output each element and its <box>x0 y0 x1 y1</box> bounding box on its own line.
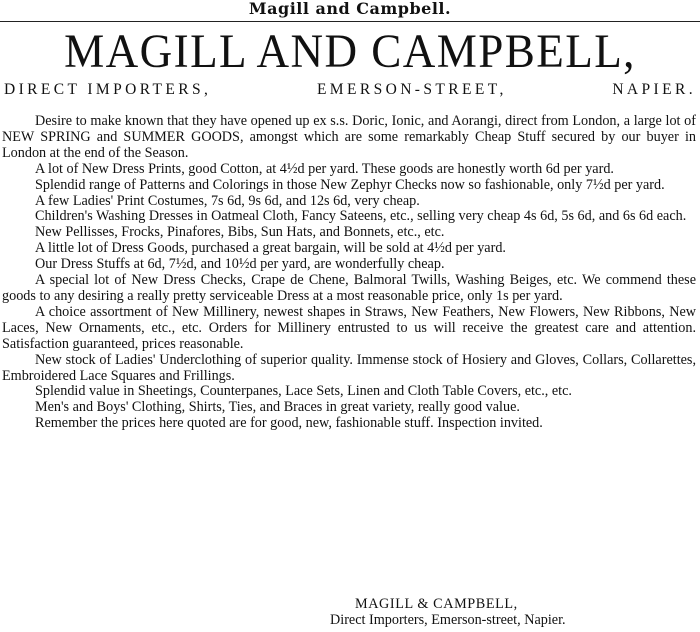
paragraph-dress-checks: A special lot of New Dress Checks, Crape de Chene, Balmoral Twills, Washing Beiges, etc. We commend these goods to any desiring a really pretty serviceable Dress at a most reasonable price, only 1s per yard. <box>2 272 696 304</box>
paragraph-closing: Remember the prices here quoted are for good, new, fashionable stuff. Inspection invited. <box>35 415 543 432</box>
paragraph-intro: Desire to make known that they have opened up ex s.s. Doric, Ionic, and Aorangi, direct from London, a large lot of NEW SPRING and SUMMER GOODS, amongst which are some remarkably Cheap Stuff secured by our buyer in London at the end of the Season. <box>2 113 696 161</box>
paragraph-underclothing: New stock of Ladies' Underclothing of superior quality. Immense stock of Hosiery and Gloves, Collars, Collarettes, Embroidered Lace Squares and Frillings. <box>2 351 696 384</box>
ad-headline: MAGILL AND CAMPBELL, <box>64 25 636 78</box>
ad-body <box>2 114 696 432</box>
masthead-rule <box>0 21 700 22</box>
paragraph-clothing: Men's and Boys' Clothing, Shirts, Ties, and Braces in great variety, really good value. <box>35 399 520 416</box>
paragraph-print-costumes: A few Ladies' Print Costumes, 7s 6d, 9s 6d, and 12s 6d, very cheap. <box>35 192 420 209</box>
paragraph-dress-stuffs: Our Dress Stuffs at 6d, 7½d, and 10½d per yard, are wonderfully cheap. <box>35 256 445 273</box>
signature-address: Direct Importers, Emerson-street, Napier. <box>330 612 566 628</box>
paragraph-millinery: A choice assortment of New Millinery, newest shapes in Straws, New Feathers, New Flowers, New Ribbons, New Laces, New Ornaments, etc., etc. Orders for Millinery entrusted to us will receive the greatest care and attention. Satisfaction guaranteed, prices reasonable. <box>2 303 696 352</box>
paragraph-zephyr-checks: Splendid range of Patterns and Colorings in those New Zephyr Checks now so fashionable, only 7½d per yard. <box>35 176 665 193</box>
paragraph-sheetings: Splendid value in Sheetings, Counterpanes, Lace Sets, Linen and Cloth Table Covers, etc., etc. <box>35 383 572 400</box>
paragraph-pellisses: New Pellisses, Frocks, Pinafores, Bibs, Sun Hats, and Bonnets, etc., etc. <box>35 224 445 241</box>
subhead-street: EMERSON-STREET, <box>316 81 507 98</box>
ad-subhead <box>0 80 700 100</box>
paragraph-dress-goods: A little lot of Dress Goods, purchased a great bargain, will be sold at 4½d per yard. <box>35 240 506 257</box>
paragraph-childrens-dresses: Children's Washing Dresses in Oatmeal Cloth, Fancy Sateens, etc., selling very cheap 4s 6d, 5s 6d, and 6s 6d each. <box>35 208 687 225</box>
subhead-town: NAPIER. <box>612 81 696 98</box>
signature-name: MAGILL & CAMPBELL, <box>355 596 518 612</box>
subhead-importers: DIRECT IMPORTERS, <box>4 81 212 98</box>
paragraph-dress-prints: A lot of New Dress Prints, good Cotton, at 4½d per yard. These goods are honestly worth 6d per yard. <box>35 160 614 177</box>
masthead-title: Magill and Campbell. <box>248 0 452 18</box>
